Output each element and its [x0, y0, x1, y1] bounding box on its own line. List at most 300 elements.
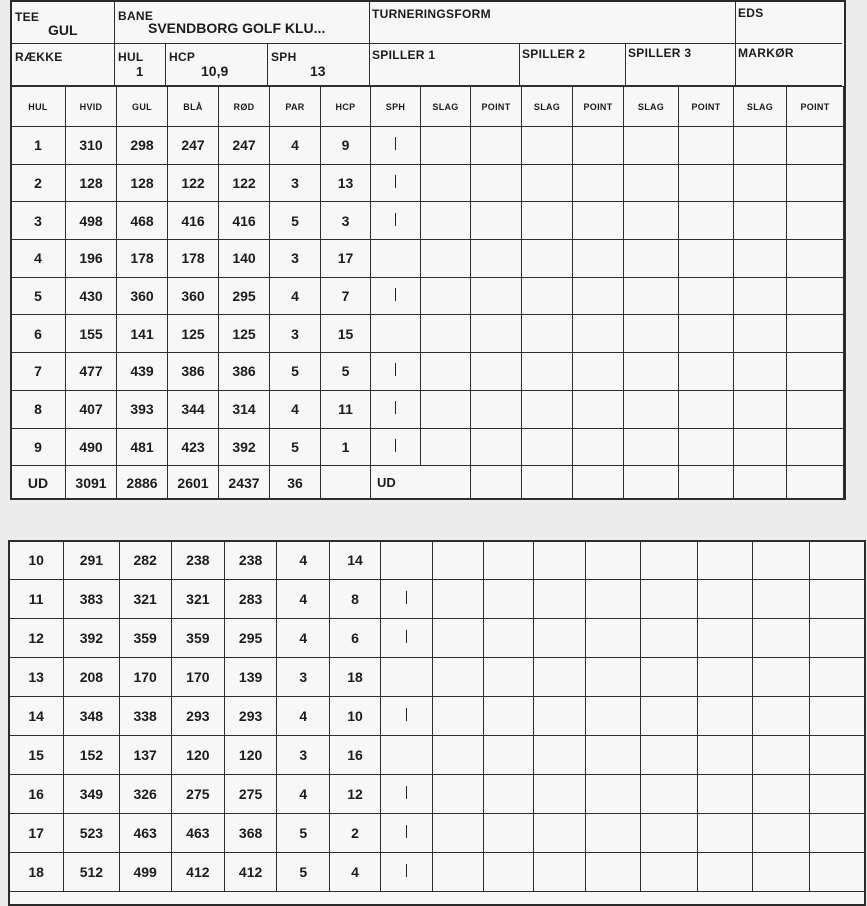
hole-hcp: 12 — [330, 775, 380, 814]
spiller2-slag[interactable] — [522, 240, 573, 278]
back-nine-table — [8, 540, 866, 892]
spiller2-point[interactable] — [573, 127, 624, 165]
hul-box — [115, 44, 166, 86]
spiller2-point[interactable] — [585, 814, 640, 853]
spiller1-point[interactable] — [471, 202, 522, 240]
spiller2-slag[interactable] — [522, 127, 573, 165]
eds-box — [736, 2, 842, 44]
spiller3-slag[interactable] — [640, 814, 697, 853]
length-blaa: 386 — [168, 353, 219, 391]
hole-number: 16 — [9, 775, 64, 814]
markoer-point[interactable] — [787, 428, 844, 466]
spiller1-slag[interactable] — [421, 240, 471, 278]
length-roed: 140 — [219, 240, 270, 278]
column-header: BLÅ — [168, 87, 219, 127]
scorecard-front — [10, 0, 846, 500]
hcp-value[interactable]: 10,9 — [201, 63, 229, 79]
markoer-point[interactable] — [809, 814, 865, 853]
sph-stroke-mark — [406, 591, 408, 604]
spiller1-point[interactable] — [484, 853, 534, 892]
total-label: UD — [11, 466, 66, 500]
spiller2-point[interactable] — [573, 164, 624, 202]
spiller1-slag[interactable] — [432, 736, 483, 775]
spiller2-point[interactable] — [585, 580, 640, 619]
length-blaa: 120 — [171, 736, 224, 775]
markoer-point[interactable] — [787, 240, 844, 278]
sph-stroke-mark — [406, 786, 408, 799]
spiller3-slag[interactable] — [624, 390, 679, 428]
length-blaa: 463 — [171, 814, 224, 853]
length-roed: 416 — [219, 202, 270, 240]
spiller1-point[interactable] — [484, 814, 534, 853]
spiller3-point[interactable] — [698, 658, 753, 697]
spiller3-slag[interactable] — [640, 541, 697, 580]
column-header: SLAG — [522, 87, 573, 127]
markoer-slag[interactable] — [753, 853, 809, 892]
total-blaa: 2601 — [168, 466, 219, 500]
hole-hcp: 6 — [330, 619, 380, 658]
markoer-point[interactable] — [809, 775, 865, 814]
spiller3-slag[interactable] — [640, 619, 697, 658]
markoer-point[interactable] — [809, 541, 865, 580]
spiller3-point[interactable] — [698, 853, 753, 892]
par: 5 — [270, 428, 321, 466]
spiller2-point[interactable] — [573, 428, 624, 466]
par: 4 — [277, 775, 330, 814]
length-gul: 141 — [117, 315, 168, 353]
markoer-point[interactable] — [787, 202, 844, 240]
markoer-slag[interactable] — [753, 658, 809, 697]
spiller3-point[interactable] — [698, 736, 753, 775]
spiller2-box — [520, 44, 626, 86]
tee-box — [12, 2, 115, 44]
hole-number: 7 — [11, 353, 66, 391]
length-roed: 283 — [224, 580, 276, 619]
hole-hcp: 1 — [321, 428, 371, 466]
bane-label: BANE — [118, 9, 154, 23]
scorecard-back — [8, 540, 866, 906]
markoer-slag[interactable] — [734, 202, 787, 240]
length-gul: 360 — [117, 277, 168, 315]
hole-row — [9, 814, 866, 853]
hole-row — [11, 315, 844, 353]
spiller1-slag[interactable] — [421, 428, 471, 466]
spiller1-point[interactable] — [484, 580, 534, 619]
sph-cell — [380, 736, 432, 775]
spiller2-label: SPILLER 2 — [522, 47, 586, 61]
spiller2-slag[interactable] — [534, 658, 585, 697]
spiller3-point[interactable] — [679, 127, 734, 165]
spiller1-point[interactable] — [484, 658, 534, 697]
spiller2-slag[interactable] — [534, 775, 585, 814]
par: 4 — [270, 390, 321, 428]
par: 5 — [270, 353, 321, 391]
spiller2-slag[interactable] — [522, 428, 573, 466]
spiller1-point[interactable] — [484, 619, 534, 658]
spiller2-point[interactable] — [585, 736, 640, 775]
spiller2-point[interactable] — [585, 658, 640, 697]
length-roed: 386 — [219, 353, 270, 391]
spiller3-point[interactable] — [679, 164, 734, 202]
spiller2-point[interactable] — [573, 202, 624, 240]
markoer-point[interactable] — [809, 580, 865, 619]
spiller3-point[interactable] — [679, 353, 734, 391]
total-blank — [321, 466, 371, 500]
spiller3-point[interactable] — [698, 541, 753, 580]
spiller3-slag[interactable] — [624, 428, 679, 466]
column-header: POINT — [573, 87, 624, 127]
spiller3-slag[interactable] — [624, 315, 679, 353]
spiller3-slag[interactable] — [624, 277, 679, 315]
length-hvid: 383 — [64, 580, 119, 619]
spiller1-slag[interactable] — [421, 127, 471, 165]
length-blaa: 412 — [171, 853, 224, 892]
par: 4 — [277, 541, 330, 580]
spiller3-slag[interactable] — [640, 853, 697, 892]
spiller2-slag[interactable] — [534, 619, 585, 658]
column-header: SLAG — [624, 87, 679, 127]
markoer-slag[interactable] — [734, 315, 787, 353]
length-gul: 481 — [117, 428, 168, 466]
spiller2-point[interactable] — [573, 240, 624, 278]
length-blaa: 238 — [171, 541, 224, 580]
hole-row — [11, 240, 844, 278]
hole-hcp: 14 — [330, 541, 380, 580]
spiller3-point[interactable] — [698, 814, 753, 853]
markoer-point[interactable] — [787, 353, 844, 391]
spiller1-slag[interactable] — [432, 775, 483, 814]
markoer-slag[interactable] — [753, 697, 809, 736]
length-hvid: 208 — [64, 658, 119, 697]
spiller2-point[interactable] — [573, 315, 624, 353]
sph-stroke-mark — [406, 864, 408, 877]
spiller2-point[interactable] — [585, 853, 640, 892]
markoer-slag[interactable] — [734, 353, 787, 391]
spiller3-point[interactable] — [679, 240, 734, 278]
spiller1-slag[interactable] — [421, 202, 471, 240]
markoer-point[interactable] — [809, 658, 865, 697]
hole-hcp: 16 — [330, 736, 380, 775]
sph-stroke-mark — [395, 213, 397, 226]
hole-number: 13 — [9, 658, 64, 697]
length-hvid: 152 — [64, 736, 119, 775]
markoer-slag[interactable] — [734, 164, 787, 202]
length-blaa: 247 — [168, 127, 219, 165]
markoer-slag[interactable] — [734, 277, 787, 315]
spiller2-point[interactable] — [585, 541, 640, 580]
spiller3-point[interactable] — [679, 428, 734, 466]
sph-stroke-mark — [395, 439, 397, 452]
sph-stroke-mark — [406, 630, 408, 643]
spiller1-slag[interactable] — [432, 541, 483, 580]
spiller3-box — [626, 44, 736, 86]
markoer-point[interactable] — [809, 853, 865, 892]
par: 3 — [270, 164, 321, 202]
hole-number: 5 — [11, 277, 66, 315]
spiller2-slag[interactable] — [522, 164, 573, 202]
length-gul: 439 — [117, 353, 168, 391]
length-hvid: 291 — [64, 541, 119, 580]
hole-number: 1 — [11, 127, 66, 165]
length-roed: 139 — [224, 658, 276, 697]
total-score-cell[interactable] — [471, 466, 522, 500]
column-header: PAR — [270, 87, 321, 127]
sph-stroke-mark — [395, 363, 397, 376]
hul-value[interactable]: 1 — [136, 64, 144, 79]
spiller2-slag[interactable] — [534, 580, 585, 619]
spiller1-point[interactable] — [471, 127, 522, 165]
markoer-slag[interactable] — [734, 390, 787, 428]
spiller1-point[interactable] — [471, 164, 522, 202]
sph-cell — [371, 353, 421, 391]
length-gul: 170 — [119, 658, 171, 697]
spiller1-point[interactable] — [484, 541, 534, 580]
spiller2-slag[interactable] — [522, 277, 573, 315]
spiller1-point[interactable] — [471, 315, 522, 353]
hole-row — [9, 619, 866, 658]
spiller2-point[interactable] — [585, 619, 640, 658]
spiller1-slag[interactable] — [432, 619, 483, 658]
raekke-box — [12, 44, 115, 86]
spiller2-point[interactable] — [573, 353, 624, 391]
tee-value[interactable]: GUL — [48, 22, 78, 38]
hole-row — [11, 127, 844, 165]
length-blaa: 423 — [168, 428, 219, 466]
column-header: POINT — [679, 87, 734, 127]
tee-label: TEE — [15, 10, 40, 24]
total-hvid: 3091 — [66, 466, 117, 500]
spiller2-slag[interactable] — [522, 390, 573, 428]
spiller2-slag[interactable] — [522, 315, 573, 353]
markoer-slag[interactable] — [734, 428, 787, 466]
spiller1-point[interactable] — [484, 736, 534, 775]
hole-hcp: 9 — [321, 127, 371, 165]
spiller1-box — [370, 44, 520, 86]
hole-number: 2 — [11, 164, 66, 202]
spiller2-slag[interactable] — [534, 541, 585, 580]
eds-label: EDS — [738, 6, 764, 20]
markoer-point[interactable] — [809, 697, 865, 736]
spiller1-slag[interactable] — [421, 164, 471, 202]
sph-cell — [371, 164, 421, 202]
sph-cell — [380, 853, 432, 892]
length-roed: 120 — [224, 736, 276, 775]
hole-hcp: 2 — [330, 814, 380, 853]
spiller1-point[interactable] — [471, 277, 522, 315]
hole-row — [11, 164, 844, 202]
spiller2-slag[interactable] — [534, 697, 585, 736]
spiller3-point[interactable] — [698, 619, 753, 658]
turneringsform-box — [370, 2, 736, 44]
total-score-cell[interactable] — [522, 466, 573, 500]
spiller3-slag[interactable] — [640, 580, 697, 619]
length-roed: 314 — [219, 390, 270, 428]
hole-hcp: 13 — [321, 164, 371, 202]
spiller1-point[interactable] — [484, 775, 534, 814]
length-blaa: 293 — [171, 697, 224, 736]
spiller1-slag[interactable] — [432, 580, 483, 619]
spiller3-slag[interactable] — [640, 697, 697, 736]
spiller1-slag[interactable] — [421, 390, 471, 428]
spiller3-point[interactable] — [679, 315, 734, 353]
hole-number: 4 — [11, 240, 66, 278]
hole-number: 9 — [11, 428, 66, 466]
spiller1-point[interactable] — [471, 390, 522, 428]
length-hvid: 430 — [66, 277, 117, 315]
length-roed: 295 — [219, 277, 270, 315]
spiller2-slag[interactable] — [522, 202, 573, 240]
length-blaa: 321 — [171, 580, 224, 619]
spiller2-slag[interactable] — [534, 853, 585, 892]
spiller2-slag[interactable] — [534, 736, 585, 775]
spiller3-point[interactable] — [698, 775, 753, 814]
hole-row — [11, 390, 844, 428]
spiller3-point[interactable] — [679, 390, 734, 428]
sph-value[interactable]: 13 — [310, 63, 326, 79]
total-ud-label: UD — [371, 466, 471, 500]
spiller3-slag[interactable] — [640, 775, 697, 814]
spiller1-slag[interactable] — [421, 315, 471, 353]
sph-label: SPH — [271, 50, 297, 64]
sph-cell — [380, 697, 432, 736]
hole-number: 14 — [9, 697, 64, 736]
markoer-slag[interactable] — [734, 127, 787, 165]
sph-cell — [380, 658, 432, 697]
spiller1-slag[interactable] — [432, 853, 483, 892]
hole-row — [9, 697, 866, 736]
length-blaa: 360 — [168, 277, 219, 315]
par: 4 — [277, 619, 330, 658]
column-header: RØD — [219, 87, 270, 127]
length-hvid: 349 — [64, 775, 119, 814]
markoer-point[interactable] — [809, 619, 865, 658]
total-score-cell[interactable] — [573, 466, 624, 500]
spiller1-slag[interactable] — [432, 658, 483, 697]
spiller3-point[interactable] — [698, 697, 753, 736]
spiller1-slag[interactable] — [432, 697, 483, 736]
length-gul: 359 — [119, 619, 171, 658]
spiller3-slag[interactable] — [640, 736, 697, 775]
spiller3-slag[interactable] — [624, 240, 679, 278]
markoer-slag[interactable] — [753, 619, 809, 658]
sph-stroke-mark — [406, 825, 408, 838]
length-blaa: 359 — [171, 619, 224, 658]
spiller1-point[interactable] — [471, 240, 522, 278]
markoer-point[interactable] — [787, 127, 844, 165]
hole-row — [9, 580, 866, 619]
markoer-slag[interactable] — [734, 240, 787, 278]
length-hvid: 407 — [66, 390, 117, 428]
spiller1-slag[interactable] — [421, 277, 471, 315]
total-score-cell[interactable] — [787, 466, 844, 500]
length-gul: 321 — [119, 580, 171, 619]
raekke-label: RÆKKE — [15, 50, 63, 64]
hole-hcp: 7 — [321, 277, 371, 315]
par: 4 — [277, 580, 330, 619]
length-roed: 392 — [219, 428, 270, 466]
column-header: POINT — [471, 87, 522, 127]
sph-cell — [371, 202, 421, 240]
turneringsform-label: TURNERINGSFORM — [372, 7, 491, 21]
markoer-point[interactable] — [787, 277, 844, 315]
column-header: SLAG — [734, 87, 787, 127]
hole-number: 11 — [9, 580, 64, 619]
bane-value[interactable]: SVENDBORG GOLF KLU... — [148, 20, 326, 36]
hole-row — [11, 353, 844, 391]
column-header: SPH — [371, 87, 421, 127]
spiller1-slag[interactable] — [421, 353, 471, 391]
hole-row — [9, 658, 866, 697]
spiller1-point[interactable] — [484, 697, 534, 736]
hole-row — [9, 853, 866, 892]
spiller1-point[interactable] — [471, 428, 522, 466]
length-roed: 247 — [219, 127, 270, 165]
spiller2-slag[interactable] — [534, 814, 585, 853]
length-gul: 499 — [119, 853, 171, 892]
length-hvid: 498 — [66, 202, 117, 240]
markoer-slag[interactable] — [753, 736, 809, 775]
markoer-slag[interactable] — [753, 814, 809, 853]
total-gul: 2886 — [117, 466, 168, 500]
markoer-slag[interactable] — [753, 541, 809, 580]
hole-hcp: 11 — [321, 390, 371, 428]
spiller2-point[interactable] — [585, 775, 640, 814]
length-hvid: 490 — [66, 428, 117, 466]
spiller2-point[interactable] — [585, 697, 640, 736]
column-header: POINT — [787, 87, 844, 127]
spiller3-slag[interactable] — [624, 202, 679, 240]
spiller3-point[interactable] — [698, 580, 753, 619]
spiller1-point[interactable] — [471, 353, 522, 391]
column-header: HCP — [321, 87, 371, 127]
hole-hcp: 17 — [321, 240, 371, 278]
spiller3-point[interactable] — [679, 277, 734, 315]
markoer-slag[interactable] — [753, 775, 809, 814]
sph-cell — [371, 277, 421, 315]
par: 3 — [277, 658, 330, 697]
markoer-slag[interactable] — [753, 580, 809, 619]
hole-hcp: 4 — [330, 853, 380, 892]
spiller3-slag[interactable] — [624, 127, 679, 165]
spiller2-point[interactable] — [573, 390, 624, 428]
total-score-cell[interactable] — [624, 466, 679, 500]
length-gul: 128 — [117, 164, 168, 202]
length-gul: 137 — [119, 736, 171, 775]
spiller2-point[interactable] — [573, 277, 624, 315]
hole-number: 10 — [9, 541, 64, 580]
spiller3-slag[interactable] — [624, 164, 679, 202]
spiller3-slag[interactable] — [624, 353, 679, 391]
hole-number: 12 — [9, 619, 64, 658]
markoer-label: MARKØR — [738, 46, 794, 60]
spiller3-slag[interactable] — [640, 658, 697, 697]
par: 5 — [277, 814, 330, 853]
spiller1-slag[interactable] — [432, 814, 483, 853]
markoer-point[interactable] — [809, 736, 865, 775]
length-gul: 463 — [119, 814, 171, 853]
spiller2-slag[interactable] — [522, 353, 573, 391]
total-score-cell[interactable] — [734, 466, 787, 500]
markoer-point[interactable] — [787, 164, 844, 202]
length-roed: 125 — [219, 315, 270, 353]
sph-stroke-mark — [395, 175, 397, 188]
spiller3-point[interactable] — [679, 202, 734, 240]
markoer-point[interactable] — [787, 315, 844, 353]
markoer-point[interactable] — [787, 390, 844, 428]
total-score-cell[interactable] — [679, 466, 734, 500]
length-roed: 295 — [224, 619, 276, 658]
hole-row — [9, 736, 866, 775]
